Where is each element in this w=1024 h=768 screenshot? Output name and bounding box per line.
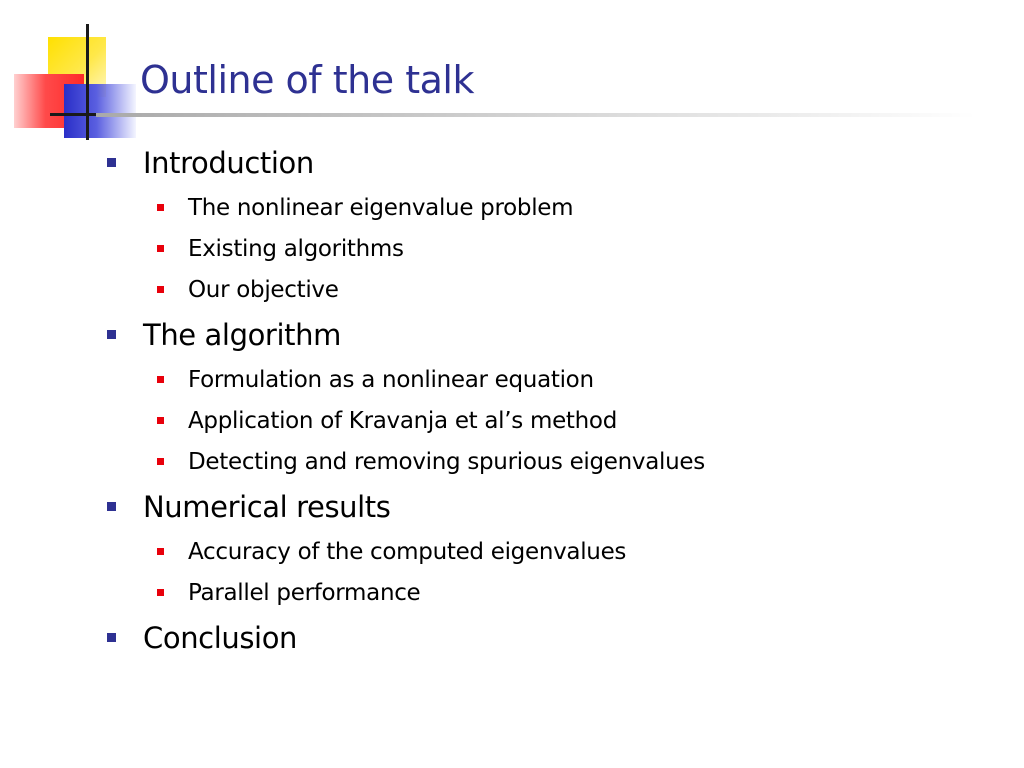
- subitem-bullet-icon: [157, 376, 164, 383]
- subitem-label: Existing algorithms: [188, 236, 404, 262]
- outline-section: [143, 146, 314, 180]
- section-bullet-icon: [107, 330, 116, 339]
- subitem-bullet-icon: [157, 548, 164, 555]
- outline-subitem: [188, 366, 594, 394]
- slide-title: Outline of the talk: [140, 58, 474, 102]
- subitem-label: The nonlinear eigenvalue problem: [188, 195, 574, 221]
- outline-subitem: [188, 407, 617, 435]
- subitem-bullet-icon: [157, 245, 164, 252]
- outline-section: [143, 490, 391, 524]
- section-label: Numerical results: [143, 490, 391, 524]
- subitem-bullet-icon: [157, 417, 164, 424]
- subitem-bullet-icon: [157, 204, 164, 211]
- section-bullet-icon: [107, 633, 116, 642]
- outline-subitem: [188, 276, 339, 304]
- subitem-label: Application of Kravanja et al’s method: [188, 408, 618, 434]
- section-label: The algorithm: [143, 318, 341, 352]
- subitem-label: Our objective: [188, 277, 339, 303]
- outline-section: [143, 318, 341, 352]
- subitem-label: Accuracy of the computed eigenvalues: [188, 539, 627, 565]
- outline-subitem: [188, 194, 573, 222]
- section-bullet-icon: [107, 158, 116, 167]
- section-bullet-icon: [107, 502, 116, 511]
- subitem-bullet-icon: [157, 589, 164, 596]
- outline-section: [143, 621, 297, 655]
- section-label: Introduction: [143, 146, 314, 180]
- section-label: Conclusion: [143, 621, 298, 655]
- outline-subitem: [188, 235, 404, 263]
- outline-subitem: [188, 448, 705, 476]
- subitem-bullet-icon: [157, 458, 164, 465]
- subitem-label: Parallel performance: [188, 580, 421, 606]
- subitem-bullet-icon: [157, 286, 164, 293]
- outline-subitem: [188, 579, 420, 607]
- subitem-label: Detecting and removing spurious eigenvalues: [188, 449, 705, 475]
- outline-subitem: [188, 538, 626, 566]
- subitem-label: Formulation as a nonlinear equation: [188, 367, 594, 393]
